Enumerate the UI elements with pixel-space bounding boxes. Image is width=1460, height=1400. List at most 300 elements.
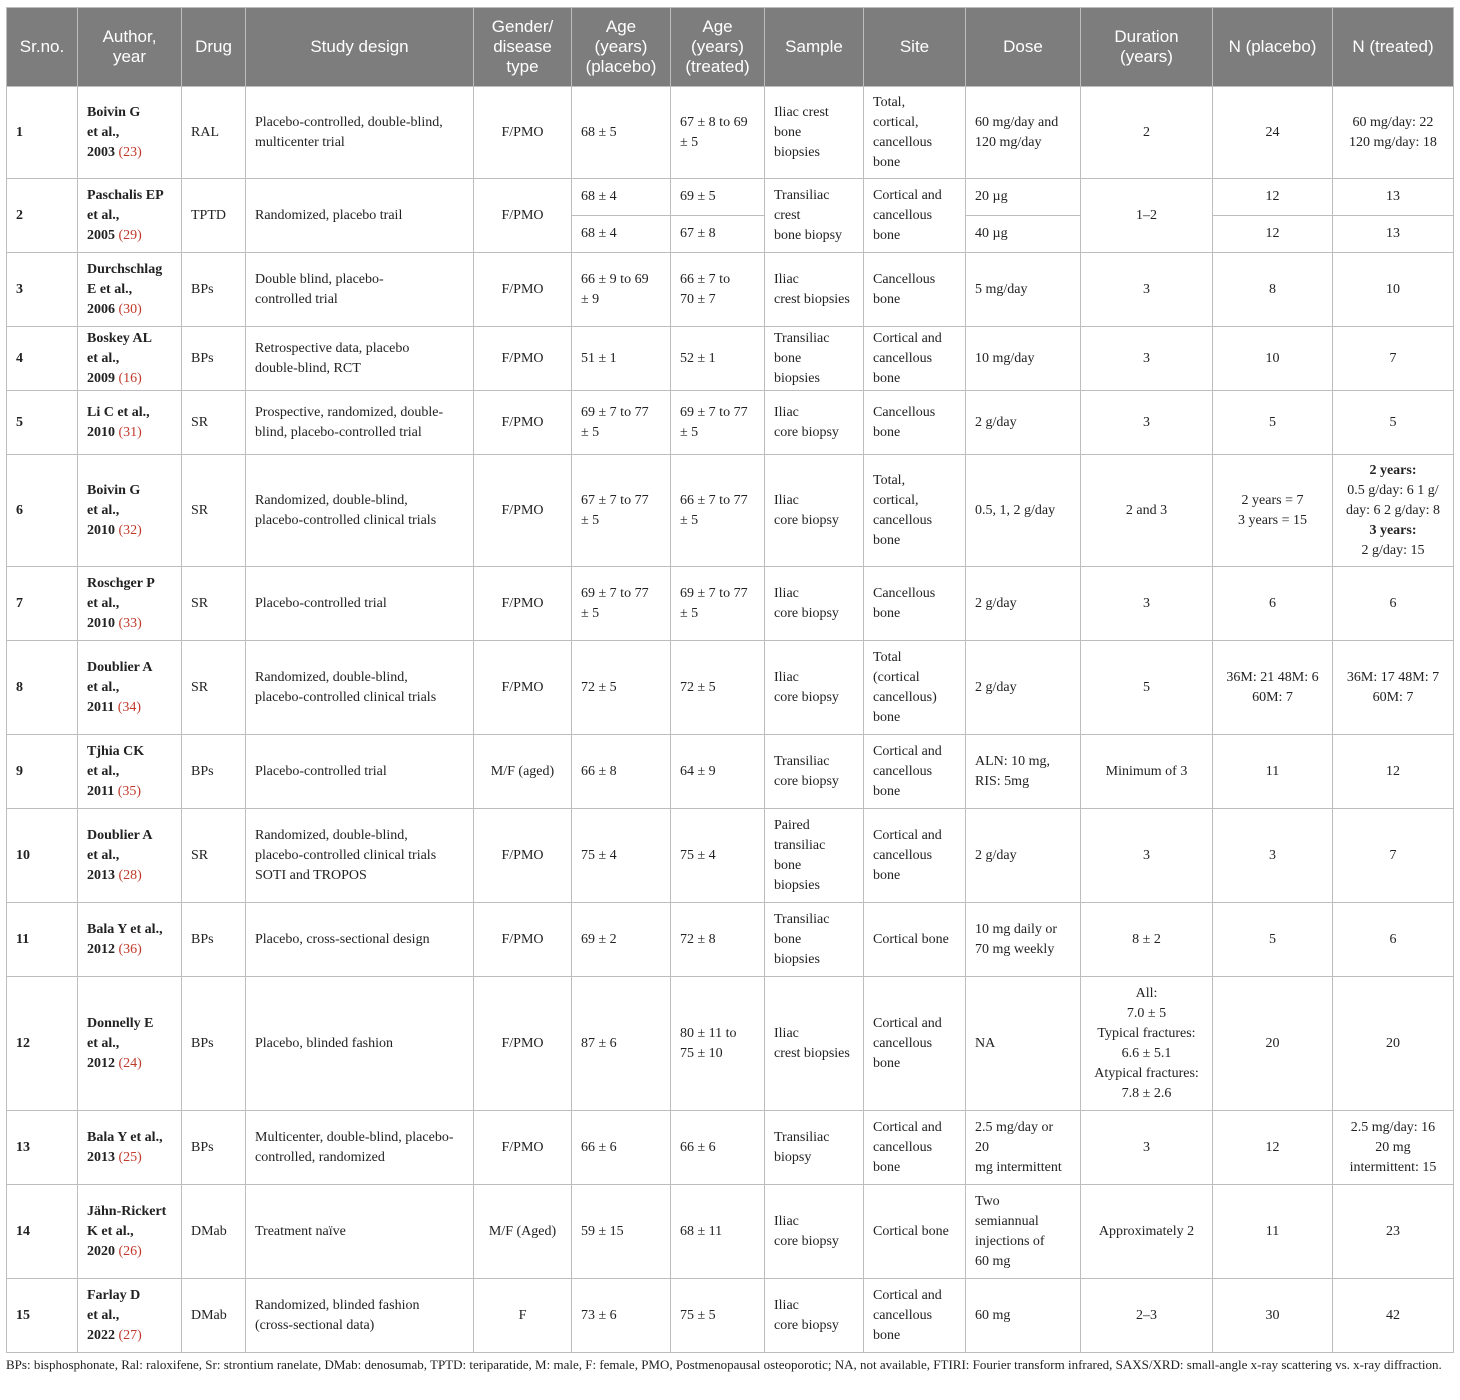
header-text: Age bbox=[605, 17, 637, 36]
cell-line: 70 mg weekly bbox=[975, 941, 1055, 957]
cell-line: bone bbox=[873, 291, 901, 307]
cell-line: 60 mg/day: 22 bbox=[1352, 114, 1434, 130]
cell-line: 60 mg bbox=[975, 1307, 1011, 1323]
cell-line: intermittent: 15 bbox=[1349, 1159, 1437, 1175]
cell-line: Paired bbox=[774, 817, 810, 833]
cell-line: 60M: 7 bbox=[1252, 689, 1293, 705]
cell-design bbox=[246, 253, 474, 327]
cell-author bbox=[78, 1279, 182, 1353]
reference-link[interactable]: (29) bbox=[118, 227, 142, 243]
cell-line: Placebo-controlled, double-blind, bbox=[255, 114, 443, 130]
cell-n-placebo bbox=[1213, 641, 1333, 735]
cell-age-treated bbox=[671, 179, 765, 216]
cell-gender bbox=[474, 641, 572, 735]
cell-gender bbox=[474, 455, 572, 567]
cell-line: Iliac bbox=[774, 1297, 799, 1313]
cell-line: 5 bbox=[1389, 414, 1397, 430]
cell-line: 3 years: bbox=[1369, 522, 1417, 538]
cell-n-placebo bbox=[1213, 1185, 1333, 1279]
cell-line: Cancellous bbox=[873, 585, 936, 601]
cell-text: 67 ± 8 bbox=[680, 226, 716, 241]
cell-age-placebo bbox=[572, 567, 671, 641]
reference-link[interactable]: (16) bbox=[118, 370, 142, 386]
cell-age-treated bbox=[671, 567, 765, 641]
cell-line: 80 ± 11 to bbox=[680, 1025, 737, 1041]
cell-line: bone bbox=[873, 370, 901, 386]
cell-line: 11 bbox=[1265, 1223, 1280, 1239]
cell-line: Iliac bbox=[774, 669, 799, 685]
reference-link[interactable]: (24) bbox=[118, 1055, 142, 1071]
cell-gender bbox=[474, 809, 572, 903]
cell-line: bone bbox=[873, 783, 901, 799]
cell-line: core biopsy bbox=[774, 1317, 839, 1333]
cell-duration bbox=[1081, 567, 1213, 641]
header-text: Study design bbox=[310, 37, 409, 56]
cell-line: 30 bbox=[1265, 1307, 1280, 1323]
cell-sample bbox=[765, 179, 864, 253]
cell-line: Boivin G bbox=[87, 104, 141, 120]
cell-line: transiliac bbox=[774, 837, 826, 853]
cell-site bbox=[864, 1185, 966, 1279]
header-text: Drug bbox=[195, 37, 232, 56]
reference-link[interactable]: (26) bbox=[118, 1243, 142, 1259]
reference-link[interactable]: (27) bbox=[118, 1327, 142, 1343]
cell-line: bone bbox=[873, 1327, 901, 1343]
cell-line: 12 bbox=[1265, 1139, 1280, 1155]
cell-age-treated bbox=[671, 391, 765, 455]
cell-duration bbox=[1081, 1185, 1213, 1279]
cell-n-placebo bbox=[1213, 253, 1333, 327]
cell-text: 7 bbox=[16, 595, 23, 611]
cell-age-treated bbox=[671, 253, 765, 327]
cell-drug bbox=[182, 327, 246, 391]
cell-age-placebo bbox=[572, 253, 671, 327]
cell-line: Prospective, randomized, double- bbox=[255, 404, 444, 420]
cell-line: 73 ± 6 bbox=[581, 1307, 617, 1323]
cell-line: et al., bbox=[87, 763, 120, 779]
cell-line: 66 ± 9 to 69 bbox=[581, 271, 649, 287]
cell-srno bbox=[7, 87, 78, 179]
cell-line: bone bbox=[873, 227, 901, 243]
cell-site bbox=[864, 253, 966, 327]
cell-text: 13 bbox=[16, 1139, 30, 1155]
cell-line: et al., bbox=[87, 124, 120, 140]
header-text: Duration bbox=[1114, 27, 1179, 46]
cell-line: 75 ± 10 bbox=[680, 1045, 723, 1061]
cell-line: (cortical bbox=[873, 669, 920, 685]
cell-n-treated bbox=[1333, 179, 1454, 216]
cell-gender bbox=[474, 977, 572, 1111]
header-text: N (treated) bbox=[1352, 37, 1434, 56]
cell-duration bbox=[1081, 641, 1213, 735]
cell-text: F/PMO bbox=[501, 281, 544, 297]
cell-author bbox=[78, 567, 182, 641]
cell-duration bbox=[1081, 809, 1213, 903]
cell-line: 5 bbox=[1269, 414, 1276, 430]
cell-duration bbox=[1081, 735, 1213, 809]
cell-line: et al., bbox=[87, 1035, 120, 1051]
cell-n-treated bbox=[1333, 87, 1454, 179]
cell-age-treated bbox=[671, 455, 765, 567]
cell-line: 10 bbox=[1265, 350, 1280, 366]
cell-line: NA bbox=[975, 1035, 996, 1051]
cell-n-placebo bbox=[1213, 87, 1333, 179]
cell-line: 75 ± 4 bbox=[581, 847, 617, 863]
header-text: Sample bbox=[785, 37, 843, 56]
cell-line: 69 ± 7 to 77 bbox=[680, 404, 748, 420]
header-n-placebo bbox=[1213, 8, 1333, 87]
cell-n-placebo bbox=[1213, 903, 1333, 977]
cell-duration bbox=[1081, 1111, 1213, 1185]
cell-srno bbox=[7, 1185, 78, 1279]
cell-sample bbox=[765, 391, 864, 455]
cell-line: crest bbox=[774, 207, 801, 223]
cell-line: core biopsy bbox=[774, 424, 839, 440]
cell-line: cancellous) bbox=[873, 689, 937, 705]
reference-link[interactable]: (34) bbox=[117, 699, 142, 715]
cell-line: 72 ± 8 bbox=[680, 931, 716, 947]
cell-line: bone bbox=[873, 605, 901, 621]
header-text: (years) bbox=[691, 37, 744, 56]
cell-author bbox=[78, 391, 182, 455]
cell-text: 1 bbox=[16, 124, 23, 140]
cell-line: Randomized, blinded fashion bbox=[255, 1297, 420, 1313]
cell-line: cortical, bbox=[873, 492, 919, 508]
cell-text: 20 µg bbox=[975, 189, 1008, 204]
cell-age-treated bbox=[671, 87, 765, 179]
cell-drug bbox=[182, 1185, 246, 1279]
cell-line: 70 ± 7 bbox=[680, 291, 716, 307]
cell-line: controlled, randomized bbox=[255, 1149, 385, 1165]
reference-link[interactable]: (23) bbox=[118, 144, 142, 160]
cell-duration bbox=[1081, 903, 1213, 977]
cell-line: cancellous bbox=[873, 847, 933, 863]
cell-line: 69 ± 2 bbox=[581, 931, 617, 947]
cell-srno bbox=[7, 735, 78, 809]
table-row bbox=[7, 179, 1454, 216]
cell-text: 8 bbox=[16, 679, 23, 695]
cell-sample bbox=[765, 1279, 864, 1353]
cell-dose bbox=[966, 809, 1081, 903]
cell-line: 67 ± 8 to 69 bbox=[680, 114, 748, 130]
cell-n-treated bbox=[1333, 216, 1454, 253]
reference-link[interactable]: (25) bbox=[118, 1149, 142, 1165]
cell-text: SR bbox=[191, 847, 209, 863]
cell-dose bbox=[966, 327, 1081, 391]
cell-line: biopsies bbox=[774, 370, 820, 386]
cell-text: 12 bbox=[1265, 189, 1280, 204]
cell-line: 66 ± 8 bbox=[581, 763, 617, 779]
cell-sample bbox=[765, 809, 864, 903]
cell-text: F/PMO bbox=[501, 207, 544, 223]
cell-line: 2022 bbox=[87, 1327, 115, 1343]
cell-line: Cortical and bbox=[873, 1015, 942, 1031]
header-text: Site bbox=[899, 37, 930, 56]
cell-sample bbox=[765, 735, 864, 809]
cell-n-treated bbox=[1333, 641, 1454, 735]
reference-link[interactable]: (28) bbox=[118, 867, 142, 883]
cell-text: 12 bbox=[1265, 226, 1280, 241]
cell-line: Donnelly E bbox=[87, 1015, 154, 1031]
cell-text: F/PMO bbox=[501, 124, 544, 140]
cell-age-treated bbox=[671, 809, 765, 903]
cell-text: F/PMO bbox=[501, 847, 544, 863]
cell-line: 36M: 21 48M: 6 bbox=[1226, 669, 1319, 685]
cell-line: Jähn-Rickert bbox=[87, 1203, 167, 1219]
cell-line: et al., bbox=[87, 847, 120, 863]
cell-age-placebo bbox=[572, 1111, 671, 1185]
cell-line: ± 5 bbox=[680, 134, 699, 150]
cell-duration bbox=[1081, 179, 1213, 253]
cell-text: F/PMO bbox=[501, 414, 544, 430]
cell-drug bbox=[182, 641, 246, 735]
cell-age-treated bbox=[671, 1185, 765, 1279]
cell-line: ± 5 bbox=[581, 512, 600, 528]
cell-line: Randomized, double-blind, bbox=[255, 669, 408, 685]
cell-line: Li C et al., bbox=[87, 404, 150, 420]
cell-line: Iliac bbox=[774, 404, 799, 420]
cell-text: TPTD bbox=[191, 207, 226, 223]
cell-line: K et al., bbox=[87, 1223, 134, 1239]
cell-line: 5 bbox=[1269, 931, 1276, 947]
cell-line: 0.5 g/day: 6 1 g/ bbox=[1347, 482, 1439, 498]
cell-line: bone bbox=[774, 857, 802, 873]
cell-line: Doublier A bbox=[87, 827, 153, 843]
cell-line: bone bbox=[873, 532, 901, 548]
cell-drug bbox=[182, 1111, 246, 1185]
header-age-treated bbox=[671, 8, 765, 87]
cell-author bbox=[78, 641, 182, 735]
cell-age-treated bbox=[671, 735, 765, 809]
table-container bbox=[6, 7, 1453, 1353]
cell-age-placebo bbox=[572, 641, 671, 735]
cell-n-placebo bbox=[1213, 216, 1333, 253]
cell-text: 13 bbox=[1386, 189, 1400, 204]
cell-srno bbox=[7, 903, 78, 977]
cell-text: 13 bbox=[1386, 226, 1400, 241]
cell-line: core biopsy bbox=[774, 512, 839, 528]
cell-age-placebo bbox=[572, 327, 671, 391]
cell-line: Minimum of 3 bbox=[1105, 763, 1188, 779]
cell-n-placebo bbox=[1213, 977, 1333, 1111]
cell-line: bone bbox=[774, 350, 802, 366]
cell-line: 64 ± 9 bbox=[680, 763, 716, 779]
cell-text: 10 bbox=[16, 847, 30, 863]
cell-line: 72 ± 5 bbox=[581, 679, 617, 695]
cell-text: F/PMO bbox=[501, 1035, 544, 1051]
cell-author bbox=[78, 1111, 182, 1185]
cell-line: Total, bbox=[873, 94, 906, 110]
cell-line: Approximately 2 bbox=[1098, 1223, 1195, 1239]
cell-line: 36M: 17 48M: 7 bbox=[1346, 669, 1440, 685]
cell-line: cancellous bbox=[873, 134, 933, 150]
cell-n-placebo bbox=[1213, 567, 1333, 641]
cell-design bbox=[246, 1185, 474, 1279]
cell-line: Boivin G bbox=[87, 482, 141, 498]
cell-line: ± 5 bbox=[581, 424, 600, 440]
cell-author bbox=[78, 455, 182, 567]
cell-text: BPs bbox=[191, 763, 214, 779]
cell-line: 6 bbox=[1269, 595, 1276, 611]
reference-link[interactable]: (30) bbox=[118, 301, 142, 317]
cell-dose bbox=[966, 1111, 1081, 1185]
header-dose bbox=[966, 8, 1081, 87]
cell-line: injections of bbox=[975, 1233, 1045, 1249]
cell-line: 6.6 ± 5.1 bbox=[1121, 1045, 1172, 1061]
cell-line: 2 g/day: 15 bbox=[1361, 542, 1425, 558]
cell-line: Bala Y et al., bbox=[87, 921, 163, 937]
reference-link[interactable]: (33) bbox=[118, 615, 142, 631]
cell-drug bbox=[182, 977, 246, 1111]
cell-dose bbox=[966, 735, 1081, 809]
cell-n-placebo bbox=[1213, 391, 1333, 455]
cell-line: biopsies bbox=[774, 951, 820, 967]
reference-link[interactable]: (35) bbox=[117, 783, 142, 799]
cell-text: DMab bbox=[191, 1223, 227, 1239]
cell-line: 69 ± 7 to 77 bbox=[680, 585, 748, 601]
cell-line: et al., bbox=[87, 1307, 120, 1323]
cell-line: Durchschlag bbox=[87, 261, 163, 277]
cell-n-treated bbox=[1333, 977, 1454, 1111]
cell-line: et al., bbox=[87, 350, 120, 366]
cell-line: crest biopsies bbox=[774, 1045, 850, 1061]
cell-age-treated bbox=[671, 1279, 765, 1353]
cell-drug bbox=[182, 87, 246, 179]
cell-line: Two bbox=[975, 1193, 1000, 1209]
cell-line: Cortical and bbox=[873, 1287, 942, 1303]
cell-dose bbox=[966, 903, 1081, 977]
cell-line: Randomized, double-blind, bbox=[255, 827, 408, 843]
cell-line: cortical, bbox=[873, 114, 919, 130]
cell-n-placebo bbox=[1213, 455, 1333, 567]
cell-line: Iliac bbox=[774, 1213, 799, 1229]
cell-dose bbox=[966, 391, 1081, 455]
cell-line: 66 ± 6 bbox=[581, 1139, 617, 1155]
cell-line: Iliac bbox=[774, 1025, 799, 1041]
cell-age-placebo bbox=[572, 216, 671, 253]
cell-author bbox=[78, 1185, 182, 1279]
cell-line: 2 g/day bbox=[975, 414, 1017, 430]
cell-line: Total bbox=[873, 649, 902, 665]
cell-line: 2012 bbox=[87, 941, 115, 957]
cell-text: F/PMO bbox=[501, 350, 544, 366]
cell-line: 66 ± 6 bbox=[680, 1139, 716, 1155]
cell-line: 2010 bbox=[87, 615, 115, 631]
cell-sample bbox=[765, 253, 864, 327]
cell-text: F/PMO bbox=[501, 1139, 544, 1155]
cell-line: Cortical and bbox=[873, 827, 942, 843]
cell-gender bbox=[474, 179, 572, 253]
cell-gender bbox=[474, 903, 572, 977]
cell-line: Placebo-controlled trial bbox=[255, 595, 387, 611]
cell-n-treated bbox=[1333, 903, 1454, 977]
cell-drug bbox=[182, 391, 246, 455]
cell-line: Typical fractures: bbox=[1097, 1025, 1196, 1041]
reference-link[interactable]: (31) bbox=[118, 424, 142, 440]
cell-n-treated bbox=[1333, 1185, 1454, 1279]
cell-dose bbox=[966, 455, 1081, 567]
cell-line: double-blind, RCT bbox=[255, 360, 361, 376]
cell-line: 20 bbox=[1265, 1035, 1280, 1051]
cell-age-placebo bbox=[572, 977, 671, 1111]
cell-duration bbox=[1081, 87, 1213, 179]
cell-line: Multicenter, double-blind, placebo- bbox=[255, 1129, 454, 1145]
cell-line: Placebo, cross-sectional design bbox=[255, 931, 430, 947]
cell-line: cancellous bbox=[873, 512, 933, 528]
cell-srno bbox=[7, 809, 78, 903]
cell-n-placebo bbox=[1213, 327, 1333, 391]
cell-dose bbox=[966, 1279, 1081, 1353]
cell-text: 68 ± 4 bbox=[581, 226, 617, 241]
cell-line: cancellous bbox=[873, 350, 933, 366]
cell-srno bbox=[7, 1279, 78, 1353]
cell-text: BPs bbox=[191, 1139, 214, 1155]
cell-site bbox=[864, 327, 966, 391]
cell-line: placebo-controlled clinical trials bbox=[255, 689, 437, 705]
cell-line: 2 g/day bbox=[975, 679, 1017, 695]
cell-line: 20 mg bbox=[1375, 1139, 1411, 1155]
footnote: BPs: bisphosphonate, Ral: raloxifene, Sr: strontium ranelate, DMab: denosumab, TPTD: teriparatide, M: male, F: female, PMO, Postmenopausal osteoporotic; NA, not available, FTIRI: Fourier transform infrared, SAXS/XRD: small-angle x-ray scattering vs. x-ray diffraction. bbox=[6, 1357, 1442, 1372]
cell-line: Treatment naïve bbox=[255, 1223, 346, 1239]
header-text: type bbox=[506, 57, 539, 76]
cell-line: 7 bbox=[1389, 350, 1397, 366]
cell-line: 6 bbox=[1389, 931, 1397, 947]
cell-sample bbox=[765, 1111, 864, 1185]
cell-age-treated bbox=[671, 641, 765, 735]
cell-line: Cortical bone bbox=[873, 1223, 949, 1239]
cell-n-placebo bbox=[1213, 1111, 1333, 1185]
cell-age-placebo bbox=[572, 1185, 671, 1279]
cell-line: 5 mg/day bbox=[975, 281, 1028, 297]
cell-srno bbox=[7, 179, 78, 253]
cell-n-placebo bbox=[1213, 735, 1333, 809]
cell-design bbox=[246, 903, 474, 977]
cell-line: 2013 bbox=[87, 867, 115, 883]
cell-line: 2011 bbox=[87, 783, 115, 799]
cell-drug bbox=[182, 455, 246, 567]
cell-line: Roschger P bbox=[87, 575, 155, 591]
cell-n-placebo bbox=[1213, 179, 1333, 216]
cell-line: 2003 bbox=[87, 144, 115, 160]
cell-line: Cortical and bbox=[873, 743, 942, 759]
cell-site bbox=[864, 641, 966, 735]
cell-line: 66 ± 7 to 77 bbox=[680, 492, 748, 508]
cell-line: 0.5, 1, 2 g/day bbox=[975, 502, 1056, 518]
cell-line: biopsy bbox=[774, 1149, 812, 1165]
cell-line: cancellous bbox=[873, 763, 933, 779]
cell-text: 11 bbox=[16, 931, 30, 947]
cell-drug bbox=[182, 253, 246, 327]
cell-text: 68 ± 4 bbox=[581, 189, 617, 204]
cell-srno bbox=[7, 391, 78, 455]
cell-line: 3 bbox=[1269, 847, 1276, 863]
cell-line: bone bbox=[774, 124, 802, 140]
cell-line: (cross-sectional data) bbox=[255, 1317, 375, 1333]
cell-text: M/F (Aged) bbox=[488, 1223, 557, 1239]
cell-line: Atypical fractures: bbox=[1094, 1065, 1199, 1081]
cell-line: core biopsy bbox=[774, 605, 839, 621]
reference-link[interactable]: (32) bbox=[118, 522, 142, 538]
cell-line: 11 bbox=[1265, 763, 1280, 779]
cell-line: 10 mg/day bbox=[975, 350, 1035, 366]
reference-link[interactable]: (36) bbox=[118, 941, 142, 957]
cell-age-treated bbox=[671, 903, 765, 977]
cell-text: SR bbox=[191, 414, 209, 430]
cell-dose bbox=[966, 1185, 1081, 1279]
cell-line: Retrospective data, placebo bbox=[255, 340, 410, 356]
header-text: year bbox=[112, 47, 147, 66]
cell-gender bbox=[474, 327, 572, 391]
